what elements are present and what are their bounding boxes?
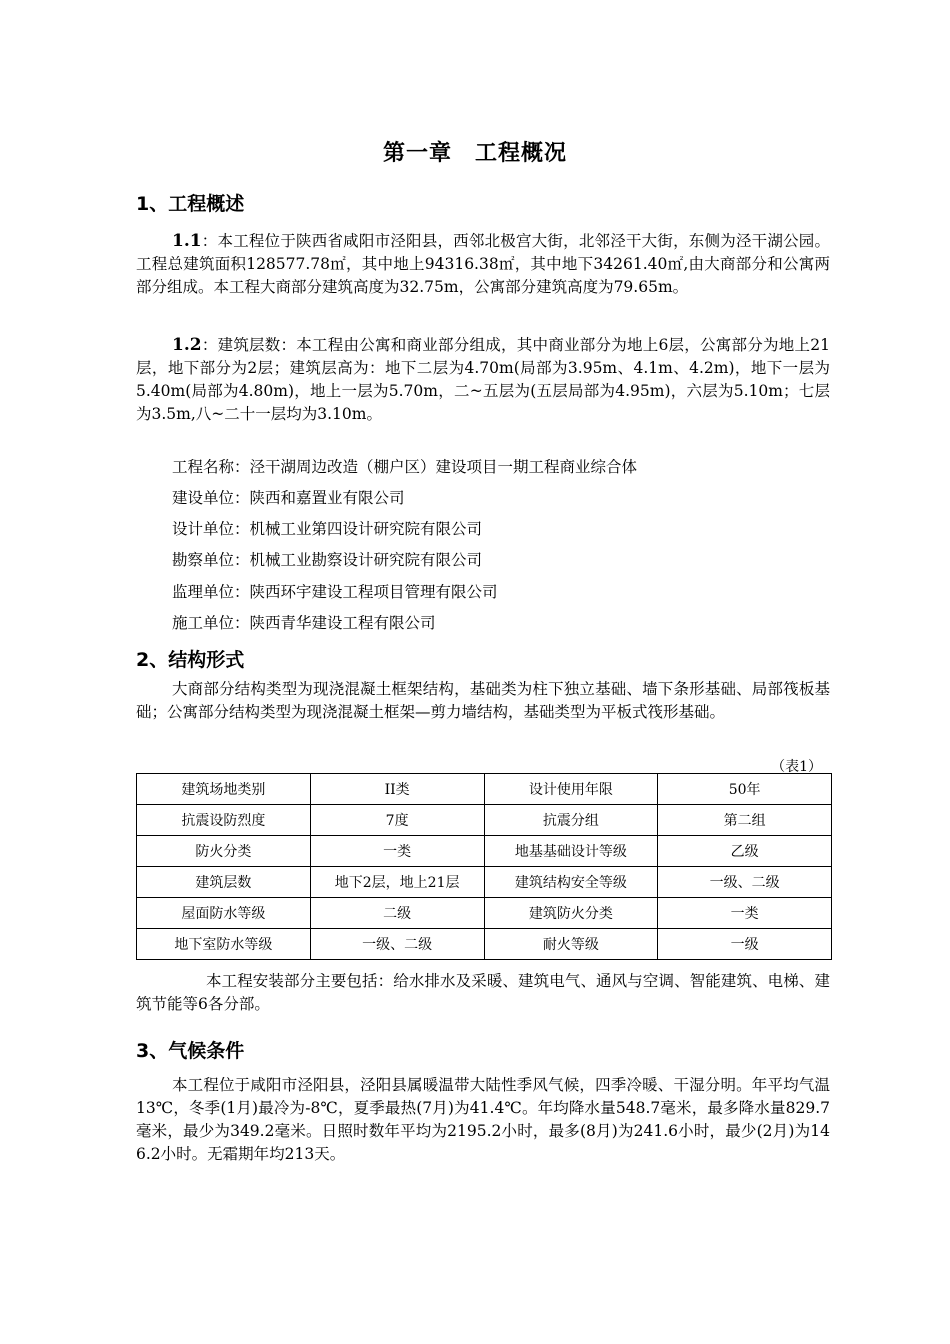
table-cell: 抗震分组 bbox=[484, 805, 658, 836]
designer-line: 设计单位：机械工业第四设计研究院有限公司 bbox=[172, 520, 483, 538]
table-cell: 一级、二级 bbox=[658, 867, 832, 898]
table-cell: 抗震设防烈度 bbox=[137, 805, 311, 836]
surveyor-line: 勘察单位：机械工业勘察设计研究院有限公司 bbox=[172, 551, 483, 569]
table-row bbox=[137, 898, 832, 929]
table-cell: 地下2层，地上21层 bbox=[310, 867, 484, 898]
table-cell: 建筑场地类别 bbox=[137, 774, 311, 805]
table-row bbox=[137, 836, 832, 867]
paragraph-1-2-text: ：建筑层数：本工程由公寓和商业部分组成，其中商业部分为地上6层，公寓部分为地上21层，地下部分为2层；建筑层高为：地下二层为4.70m(局部为3.95m、4.1m、4.2m)，地下一层为5.40m(局部为4.80m)，地上一层为5.70m，二~五层为(五层局部为4.95m)，六层为5.10m；七层为3.5m,八~二十一层均为3.10m。 bbox=[136, 336, 830, 423]
paragraph-1-2 bbox=[136, 334, 830, 426]
paragraph-1-1-text: ：本工程位于陕西省咸阳市泾阳县，西邻北极宫大街，北邻泾干大街，东侧为泾干湖公园。工程总建筑面积128577.78㎡，其中地上94316.38㎡，其中地下34261.40㎡,由大商部分和公寓两部分组成。本工程大商部分建筑高度为32.75m，公寓部分建筑高度为79.65m。 bbox=[136, 232, 830, 296]
section-2-heading: 2、结构形式 bbox=[136, 649, 245, 671]
table-cell: 建筑层数 bbox=[137, 867, 311, 898]
table-row bbox=[137, 867, 832, 898]
section-1-heading: 1、工程概述 bbox=[136, 193, 245, 215]
table-cell: 一类 bbox=[310, 836, 484, 867]
table-cell: 二级 bbox=[310, 898, 484, 929]
table-caption: （表1） bbox=[771, 759, 822, 775]
supervisor-line: 监理单位：陕西环宇建设工程项目管理有限公司 bbox=[172, 583, 498, 601]
table-cell: 第二组 bbox=[658, 805, 832, 836]
owner-line: 建设单位：陕西和嘉置业有限公司 bbox=[172, 489, 405, 507]
climate-paragraph: 本工程位于咸阳市泾阳县，泾阳县属暖温带大陆性季风气候，四季冷暖、干湿分明。年平均气温13℃，冬季(1月)最冷为-8℃，夏季最热(7月)为41.4℃。年均降水量548.7毫米，最多降水量829.7毫米，最少为349.2毫米。日照时数年平均为2195.2小时，最多(8月)为241.6小时，最少(2月)为146.2小时。无霜期年均213天。 bbox=[136, 1076, 830, 1163]
table-cell: 50年 bbox=[658, 774, 832, 805]
table-row bbox=[137, 929, 832, 960]
table-cell: 屋面防水等级 bbox=[137, 898, 311, 929]
paragraph-1-1-number: 1.1 bbox=[172, 231, 202, 251]
section-3-heading: 3、气候条件 bbox=[136, 1040, 245, 1062]
chapter-title: 第一章 工程概况 bbox=[382, 141, 567, 166]
table-cell: 乙级 bbox=[658, 836, 832, 867]
paragraph-1-1 bbox=[136, 230, 830, 299]
table-cell: 地下室防水等级 bbox=[137, 929, 311, 960]
table-row bbox=[137, 805, 832, 836]
table-cell: 一类 bbox=[658, 898, 832, 929]
project-info-table bbox=[136, 773, 832, 960]
table-cell: 耐火等级 bbox=[484, 929, 658, 960]
table-cell: 建筑防火分类 bbox=[484, 898, 658, 929]
table-cell: II类 bbox=[310, 774, 484, 805]
paragraph-1-2-number: 1.2 bbox=[172, 335, 202, 355]
table-row bbox=[137, 774, 832, 805]
installation-paragraph: 本工程安装部分主要包括：给水排水及采暖、建筑电气、通风与空调、智能建筑、电梯、建筑节能等6各分部。 bbox=[136, 972, 830, 1013]
table-cell: 设计使用年限 bbox=[484, 774, 658, 805]
table-cell: 建筑结构安全等级 bbox=[484, 867, 658, 898]
table-cell: 地基基础设计等级 bbox=[484, 836, 658, 867]
table-cell: 防火分类 bbox=[137, 836, 311, 867]
table-cell: 7度 bbox=[310, 805, 484, 836]
structure-paragraph: 大商部分结构类型为现浇混凝土框架结构，基础类为柱下独立基础、墙下条形基础、局部筏板基础；公寓部分结构类型为现浇混凝土框架—剪力墙结构，基础类型为平板式筏形基础。 bbox=[136, 680, 830, 721]
table-cell: 一级、二级 bbox=[310, 929, 484, 960]
table-cell: 一级 bbox=[658, 929, 832, 960]
contractor-line: 施工单位：陕西青华建设工程有限公司 bbox=[172, 614, 436, 632]
project-name-line: 工程名称：泾干湖周边改造（棚户区）建设项目一期工程商业综合体 bbox=[172, 458, 638, 476]
